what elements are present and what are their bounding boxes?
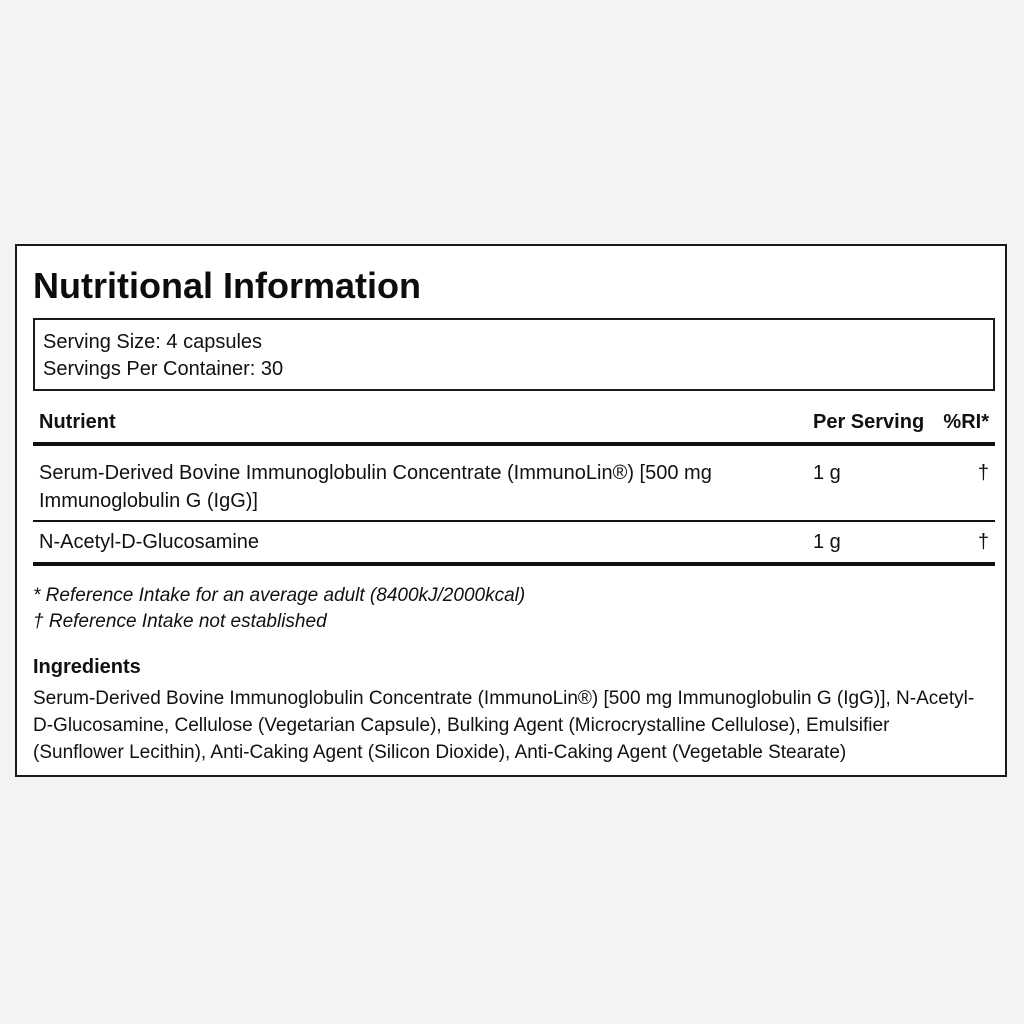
servings-per-container: Servings Per Container: 30 <box>43 358 284 380</box>
nutrient-name: N-Acetyl-D-Glucosamine <box>39 531 260 553</box>
page-title: Nutritional Information <box>33 265 421 306</box>
ri-footnote: * Reference Intake for an average adult (8400kJ/2000kcal) <box>33 585 526 606</box>
nutrient-per-serving: 1 g <box>813 531 841 553</box>
header-ri: %RI* <box>943 411 989 433</box>
table-header <box>33 406 995 446</box>
nutrient-ri: † <box>977 531 989 553</box>
dagger-footnote: † Reference Intake not established <box>33 611 327 632</box>
ingredients-text: Serum-Derived Bovine Immunoglobulin Concentrate (ImmunoLin®) [500 mg Immunoglobulin G (IgG)], N-Acetyl-D-Glucosamine, Cellulose (Vegetarian Capsule), Bulking Agent (Microcrystalline Cellulose), Emulsifier (Sunflower Lecithin), Anti-Caking Agent (Silicon Dioxide), Anti-Caking Agent (Vegetable Stearate) <box>33 688 975 763</box>
nutrient-per-serving: 1 g <box>813 462 841 484</box>
footnotes <box>33 583 525 635</box>
nutrient-name: Serum-Derived Bovine Immunoglobulin Concentrate (ImmunoLin®) [500 mg Immunoglobulin G (IgG)] <box>39 462 712 512</box>
serving-info-box <box>33 318 995 391</box>
nutrition-panel <box>15 244 1007 777</box>
header-nutrient: Nutrient <box>39 411 116 433</box>
serving-size: Serving Size: 4 capsules <box>43 331 263 353</box>
nutrient-ri: † <box>977 462 989 484</box>
header-per-serving: Per Serving <box>813 411 925 433</box>
table-row <box>33 522 995 566</box>
ingredients-heading: Ingredients <box>33 656 141 678</box>
table-row <box>33 446 995 522</box>
nutrient-table <box>33 406 995 566</box>
